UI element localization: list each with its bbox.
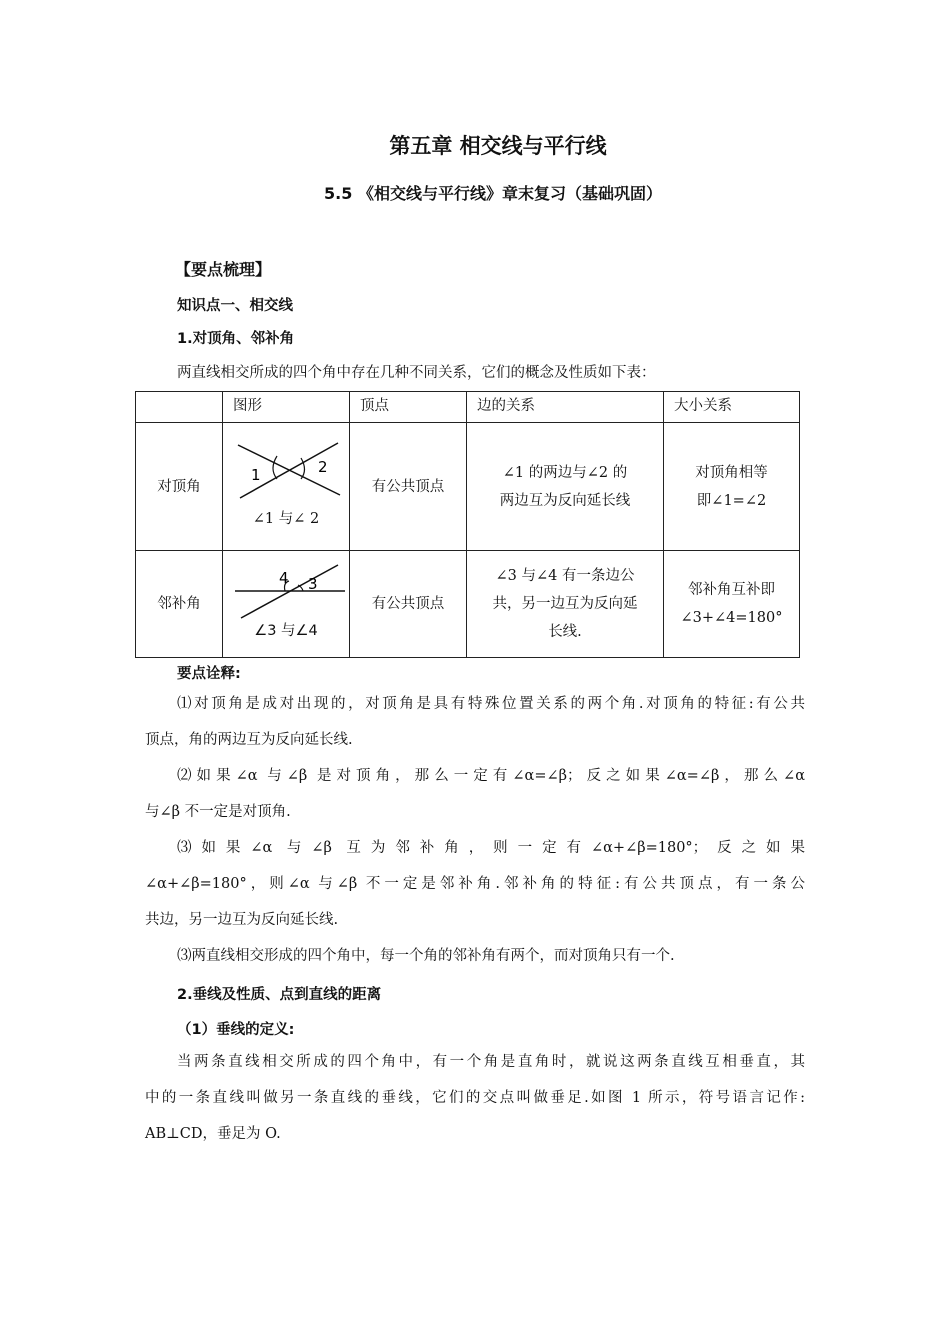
- note-line: ⑶如果∠α 与∠β 互为邻补角，则一定有∠α+∠β=180°；反之如果: [177, 840, 805, 856]
- size-line: ∠3+∠4=180°: [680, 610, 783, 626]
- table-header-row: [136, 392, 800, 423]
- note-line: 与∠β 不一定是对顶角.: [145, 804, 291, 820]
- note-line: ∠α+∠β=180°，则∠α 与∠β 不一定是邻补角.邻补角的特征:有公共顶点，有一条公: [145, 876, 805, 892]
- sub1-heading: 1.对顶角、邻补角: [177, 331, 295, 347]
- size-line: 邻补角互补即: [688, 582, 775, 598]
- edge-line: 共，另一边互为反向延: [492, 596, 638, 612]
- section-title: 5.5 《相交线与平行线》章末复习（基础巩固）: [324, 184, 662, 203]
- definition-line: AB⊥CD，垂足为 O.: [145, 1126, 281, 1142]
- note-1: [145, 686, 805, 758]
- note-2: [145, 758, 805, 830]
- angle-2-label: 2: [318, 458, 328, 476]
- notes-heading: 要点诠释:: [177, 666, 241, 682]
- row-name: 对顶角: [136, 423, 223, 551]
- angle-4-label: 4: [279, 569, 289, 587]
- table-row: [136, 423, 800, 551]
- angle-1-arc: [273, 456, 277, 479]
- edge-relation-cell: [467, 551, 664, 658]
- figure-cell: [223, 423, 350, 551]
- size-relation-cell: [664, 551, 800, 658]
- angle-relations-table: [135, 391, 800, 658]
- table-header-cell: [136, 392, 223, 423]
- table-header-cell: 顶点: [350, 392, 467, 423]
- edge-line: 长线.: [548, 624, 582, 640]
- size-line: 对顶角相等: [695, 464, 768, 481]
- figure-caption: ∠3 与∠4: [254, 623, 318, 639]
- definition-line: 中的一条直线叫做另一条直线的垂线，它们的交点叫做垂足.如图 1 所示，符号语言记作:: [145, 1090, 805, 1106]
- angle-3-label: 3: [308, 575, 318, 593]
- angle-1-label: 1: [251, 466, 261, 484]
- summary-heading: 【要点梳理】: [175, 260, 272, 279]
- note-line: ⑶两直线相交形成的四个角中，每一个角的邻补角有两个，而对顶角只有一个.: [177, 948, 675, 964]
- intro-paragraph: 两直线相交所成的四个角中存在几种不同关系，它们的概念及性质如下表：: [177, 365, 656, 381]
- table-header-cell: 大小关系: [664, 392, 800, 423]
- sub2-1-heading: （1）垂线的定义:: [177, 1022, 295, 1038]
- kp1-heading: 知识点一、相交线: [177, 298, 293, 314]
- perpendicular-definition: [145, 1044, 805, 1152]
- note-line: 共边，另一边互为反向延长线.: [145, 912, 339, 928]
- vertex-cell: 有公共顶点: [350, 423, 467, 551]
- table-header-cell: 图形: [223, 392, 350, 423]
- row-name: 邻补角: [136, 551, 223, 658]
- note-line: ⑴对顶角是成对出现的，对顶角是具有特殊位置关系的两个角.对顶角的特征:有公共: [177, 696, 805, 712]
- edge-relation-cell: [467, 423, 664, 551]
- table-header-cell: 边的关系: [467, 392, 664, 423]
- figure-caption: ∠1 与∠ 2: [252, 511, 320, 527]
- edge-line: ∠1 的两边与∠2 的: [502, 464, 628, 481]
- edge-line: 两边互为反向延长线: [499, 492, 631, 509]
- size-line: 即∠1=∠2: [696, 492, 767, 509]
- note-4: [177, 938, 675, 974]
- figure-cell: [223, 551, 350, 658]
- edge-line: ∠3 与∠4 有一条边公: [495, 568, 635, 584]
- size-relation-cell: [664, 423, 800, 551]
- vertical-angles-figure: [223, 423, 349, 550]
- vertex-cell: 有公共顶点: [350, 551, 467, 658]
- sub2-heading: 2.垂线及性质、点到直线的距离: [177, 987, 382, 1003]
- table-row: [136, 551, 800, 658]
- note-line: 顶点，角的两边互为反向延长线.: [145, 732, 353, 748]
- chapter-title: 第五章 相交线与平行线: [389, 134, 607, 158]
- note-line: ⑵如果∠α 与∠β 是对顶角，那么一定有∠α=∠β；反之如果∠α=∠β，那么∠α: [177, 768, 805, 784]
- adjacent-supplementary-figure: [223, 551, 349, 657]
- definition-line: 当两条直线相交所成的四个角中，有一个角是直角时，就说这两条直线互相垂直，其: [177, 1054, 805, 1070]
- note-3: [145, 830, 805, 938]
